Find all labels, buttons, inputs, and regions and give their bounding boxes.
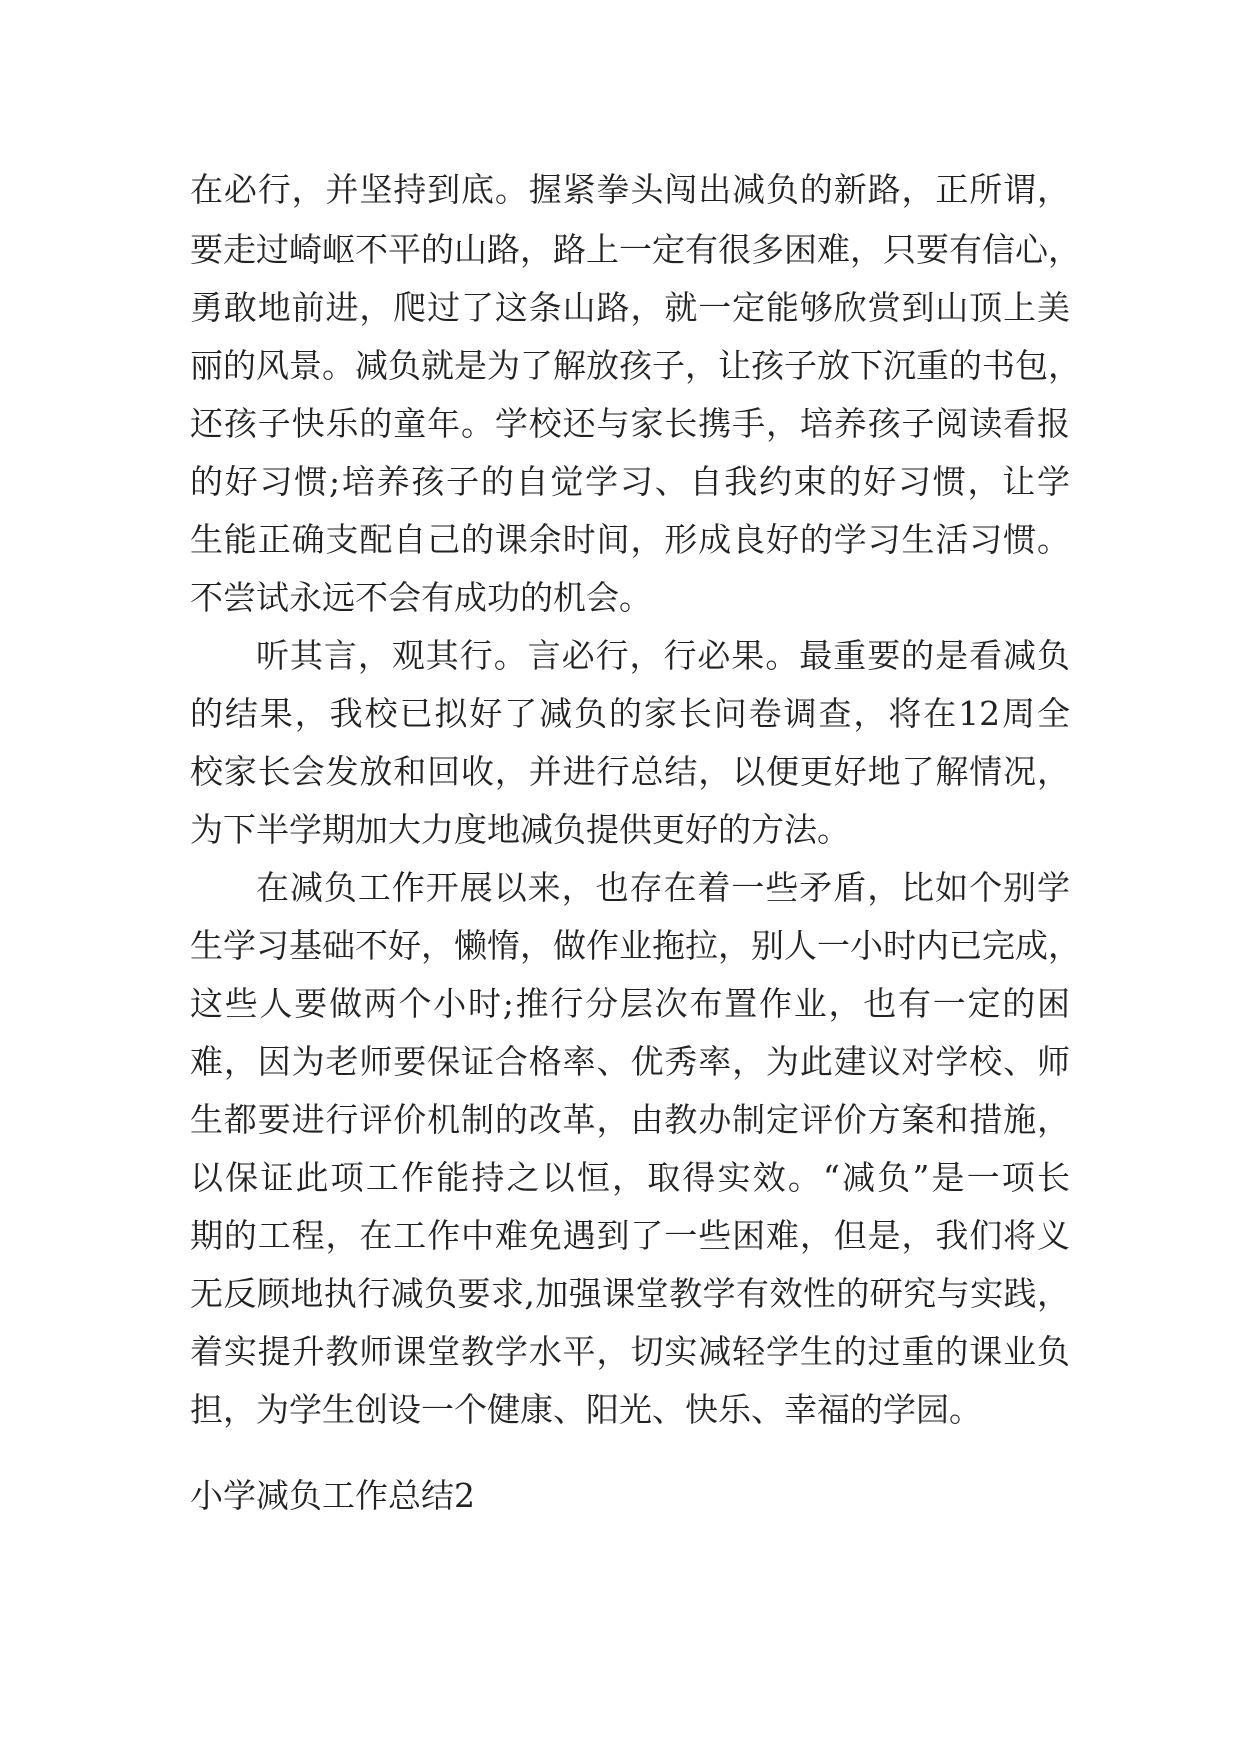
paragraph-1-line-6: 的好习惯;培养孩子的自觉学习、自我约束的好习惯，让学 <box>190 462 1070 501</box>
paragraph-1-line-8: 不尝试永远不会有成功的机会。 <box>190 578 652 617</box>
paragraph-3-line-1: 在减负工作开展以来，也存在着一些矛盾，比如个别学 <box>256 868 1070 907</box>
paragraph-2-line-4: 为下半学期加大力度地减负提供更好的方法。 <box>190 810 850 849</box>
paragraph-1-line-2: 要走过崎岖不平的山路，路上一定有很多困难，只要有信心， <box>190 230 1081 269</box>
paragraph-2-line-1: 听其言，观其行。言必行，行必果。最重要的是看减负 <box>256 636 1070 675</box>
paragraph-3-line-4: 难，因为老师要保证合格率、优秀率，为此建议对学校、师 <box>190 1042 1070 1081</box>
paragraph-3-line-6: 以保证此项工作能持之以恒，取得实效。“减负”是一项长 <box>190 1158 1070 1197</box>
paragraph-3-line-9: 着实提升教师课堂教学水平，切实减轻学生的过重的课业负 <box>190 1332 1070 1371</box>
paragraph-1-line-4: 丽的风景。减负就是为了解放孩子，让孩子放下沉重的书包， <box>190 346 1081 385</box>
paragraph-3-line-8: 无反顾地执行减负要求,加强课堂教学有效性的研究与实践， <box>190 1274 1070 1313</box>
paragraph-3-line-2: 生学习基础不好，懒惰，做作业拖拉，别人一小时内已完成， <box>190 926 1081 965</box>
paragraph-3-line-3: 这些人要做两个小时;推行分层次布置作业，也有一定的困 <box>190 984 1070 1023</box>
paragraph-3-line-7: 期的工程，在工作中难免遇到了一些困难，但是，我们将义 <box>190 1216 1070 1255</box>
paragraph-1-line-5: 还孩子快乐的童年。学校还与家长携手，培养孩子阅读看报 <box>190 404 1070 443</box>
paragraph-3-line-5: 生都要进行评价机制的改革，由教办制定评价方案和措施， <box>190 1100 1070 1139</box>
section-heading: 小学减负工作总结2 <box>190 1476 475 1515</box>
paragraph-1-line-1: 在必行，并坚持到底。握紧拳头闯出减负的新路，正所谓， <box>190 170 1070 209</box>
paragraph-1-line-3: 勇敢地前进，爬过了这条山路，就一定能够欣赏到山顶上美 <box>190 288 1070 327</box>
paragraph-2-line-2: 的结果，我校已拟好了减负的家长问卷调查，将在12周全 <box>190 694 1070 733</box>
paragraph-3-line-10: 担，为学生创设一个健康、阳光、快乐、幸福的学园。 <box>190 1390 982 1429</box>
paragraph-2-line-3: 校家长会发放和回收，并进行总结，以便更好地了解情况， <box>190 752 1070 791</box>
paragraph-1-line-7: 生能正确支配自己的课余时间，形成良好的学习生活习惯。 <box>190 520 1070 559</box>
